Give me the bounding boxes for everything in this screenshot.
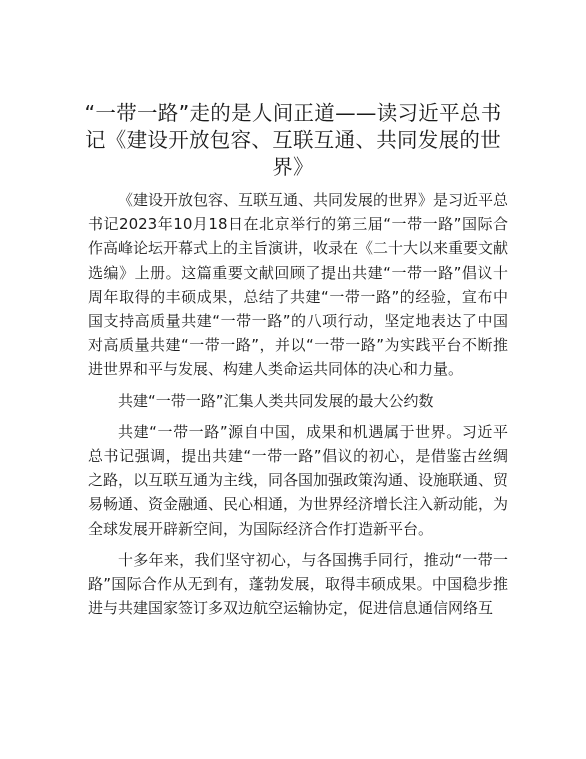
body-paragraph: 十多年来，我们坚守初心，与各国携手同行，推动“一带一路”国际合作从无到有，蓬勃发展，取得丰硕成果。中国稳步推进与共建国家签订多双边航空运输协定，促进信息通信网络互 <box>88 550 508 618</box>
article-body <box>88 188 508 620</box>
article-title: “一带一路”走的是人间正道——读习近平总书记《建设开放包容、互联互通、共同发展的世界》 <box>84 101 502 179</box>
intro-paragraph: 《建设开放包容、互联互通、共同发展的世界》是习近平总书记2023年10月18日在北京举行的第三届“一带一路”国际合作高峰论坛开幕式上的主旨演讲，收录在《二十大以来重要文献选编》上册。这篇重要文献回顾了提出共建“一带一路”倡议十周年取得的丰硕成果，总结了共建“一带一路”的经验，宣布中国支持高质量共建“一带一路”的八项行动，坚定地表达了中国对高质量共建“一带一路”，并以“一带一路”为实践平台不断推进世界和平与发展、构建人类命运共同体的决心和力量。 <box>88 191 509 379</box>
section-heading: 共建“一带一路”汇集人类共同发展的最大公约数 <box>118 391 434 410</box>
body-paragraph: 共建“一带一路”源自中国，成果和机遇属于世界。习近平总书记强调，提出共建“一带一路”倡议的初心，是借鉴古丝绸之路，以互联互通为主线，同各国加强政策沟通、设施联通、贸易畅通、资金融通、民心相通，为世界经济增长注入新动能，为全球发展开辟新空间，为国际经济合作打造新平台。 <box>88 422 509 538</box>
